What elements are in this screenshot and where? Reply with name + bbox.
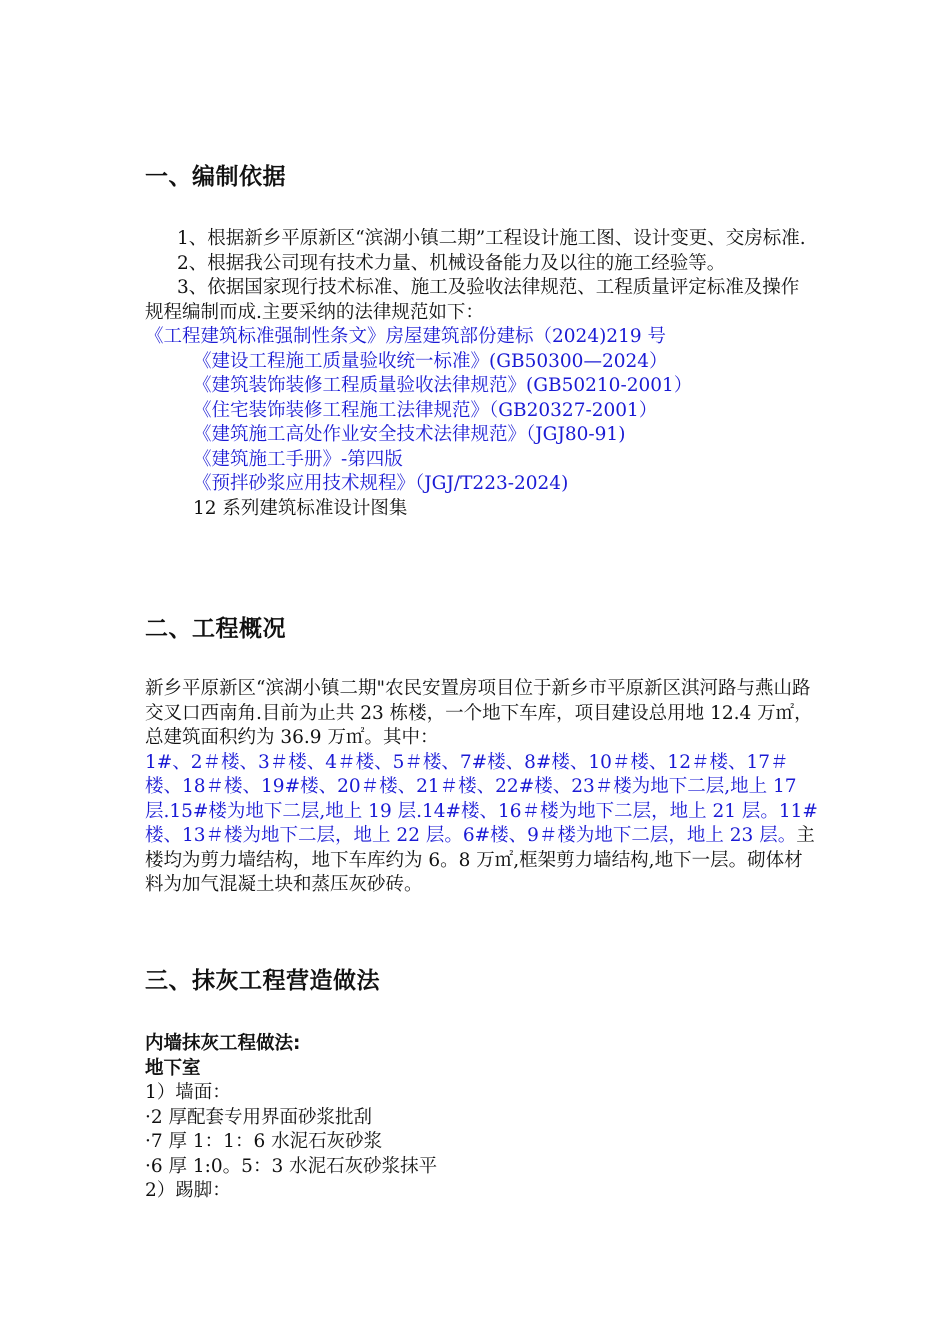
spec-item: 2）踢脚：	[145, 1180, 231, 1201]
basement-subheading: 地下室	[145, 1057, 201, 1079]
section-2-heading: 二、工程概况	[145, 616, 286, 642]
spec-item: ·6 厚 1:0。5：3 水泥石灰砂浆抹平	[145, 1155, 438, 1177]
project-overview	[145, 677, 821, 898]
section-1-heading: 一、编制依据	[145, 164, 286, 190]
spec-item: 1）墙面：	[145, 1082, 231, 1103]
section-3-heading: 三、抹灰工程营造做法	[145, 968, 380, 994]
overview-building-details: 1#、2＃楼、3＃楼、4＃楼、5＃楼、7#楼、8#楼、10＃楼、12＃楼、17＃楼、18＃楼、19#楼、20＃楼、21＃楼、22#楼、23＃楼为地下二层,地上 17 层.15#楼为地下二层,地上 19 层.14#楼、16＃楼为地下二层，地上 21 层。11#楼、13＃楼为地下二层，地上 22 层。6#楼、9＃楼为地下二层，地上 23 层。	[145, 751, 818, 846]
overview-intro: 新乡平原新区“滨湖小镇二期"农民安置房项目位于新乡市平原新区淇河路与燕山路交叉口西南角.目前为止共 23 栋楼，一个地下车库，项目建设总用地 12.4 万㎡，总建筑面积约为 36.9 万㎡。其中：	[145, 678, 813, 748]
standard-reference: 《建筑施工高处作业安全技术法律规范》（JGJ80-91)	[193, 424, 626, 445]
standard-reference: 《工程建筑标准强制性条文》房屋建筑部份建标（2024)219 号	[145, 326, 666, 347]
standard-reference: 《建筑施工手册》-第四版	[193, 448, 403, 470]
basis-paragraph-1: 1、根据新乡平原新区“滨湖小镇二期”工程设计施工图、设计变更、交房标准.	[177, 228, 806, 249]
interior-plaster-subheading: 内墙抹灰工程做法:	[145, 1033, 301, 1054]
basis-paragraph-2: 2、根据我公司现有技术力量、机械设备能力及以往的施工经验等。	[177, 252, 726, 274]
standard-reference: 《住宅装饰装修工程施工法律规范》（GB20327-2001）	[193, 399, 658, 421]
spec-item: ·2 厚配套专用界面砂浆批刮	[145, 1106, 373, 1128]
section-2-body	[145, 677, 821, 898]
spec-item: ·7 厚 1：1：6 水泥石灰砂浆	[145, 1131, 383, 1152]
standard-reference: 《预拌砂浆应用技术规程》（JGJ/T223-2024)	[193, 473, 569, 494]
section-1-body	[145, 227, 815, 521]
atlas-reference: 12 系列建筑标准设计图集	[193, 497, 408, 519]
basis-paragraph-3: 3、依据国家现行技术标准、施工及验收法律规范、工程质量评定标准及操作规程编制而成.主要采纳的法律规范如下：	[145, 277, 800, 323]
section-3-body	[145, 1032, 821, 1204]
standard-reference: 《建设工程施工质量验收统一标准》(GB50300—2024）	[193, 350, 668, 372]
overview-structure: 主楼均为剪力墙结构，地下车库约为 6。8 万㎡,框架剪力墙结构,地下一层。砌体材料为加气混凝土块和蒸压灰砂砖。	[145, 825, 815, 895]
standard-reference: 《建筑装饰装修工程质量验收法律规范》(GB50210-2001）	[193, 375, 693, 396]
